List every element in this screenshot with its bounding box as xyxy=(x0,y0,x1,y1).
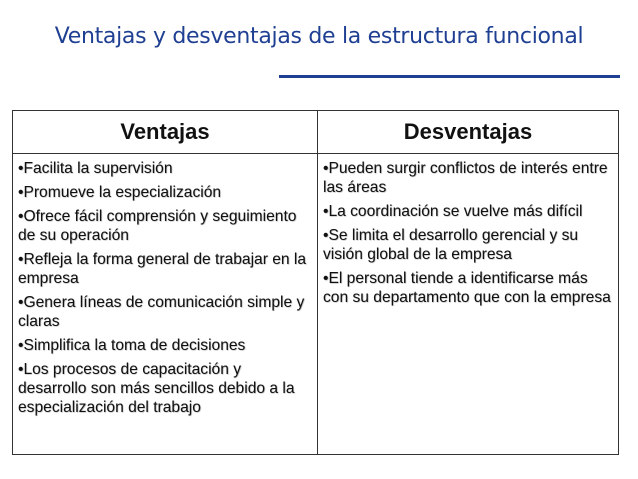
header-ventajas: Ventajas xyxy=(13,111,318,154)
desventajas-cell xyxy=(318,154,619,455)
ventaja-item: •Los procesos de capacitación y desarrollo son más sencillos debido a la especialización del trabajo xyxy=(18,361,295,416)
desventaja-item: •La coordinación se vuelve más difícil xyxy=(323,203,583,220)
title-underline xyxy=(279,75,620,78)
ventaja-item: •Ofrece fácil comprensión y seguimiento de su operación xyxy=(18,208,297,244)
ventaja-item: •Promueve la especialización xyxy=(18,184,222,201)
desventaja-item: •Se limita el desarrollo gerencial y su visión global de la empresa xyxy=(323,227,579,263)
desventaja-item: •El personal tiende a identificarse más con su departamento que con la empresa xyxy=(323,270,611,306)
ventajas-cell xyxy=(13,154,318,455)
ventaja-item: •Facilita la supervisión xyxy=(18,160,173,177)
comparison-table xyxy=(12,110,619,455)
ventaja-item: •Genera líneas de comunicación simple y claras xyxy=(18,294,305,330)
header-row xyxy=(13,111,619,154)
header-desventajas: Desventajas xyxy=(318,111,619,154)
content-row xyxy=(13,154,619,455)
ventaja-item: •Refleja la forma general de trabajar en la empresa xyxy=(18,251,307,287)
slide-title: Ventajas y desventajas de la estructura funcional xyxy=(54,24,584,49)
ventaja-item: •Simplifica la toma de decisiones xyxy=(18,337,246,354)
desventaja-item: •Pueden surgir conflictos de interés entre las áreas xyxy=(323,160,608,196)
